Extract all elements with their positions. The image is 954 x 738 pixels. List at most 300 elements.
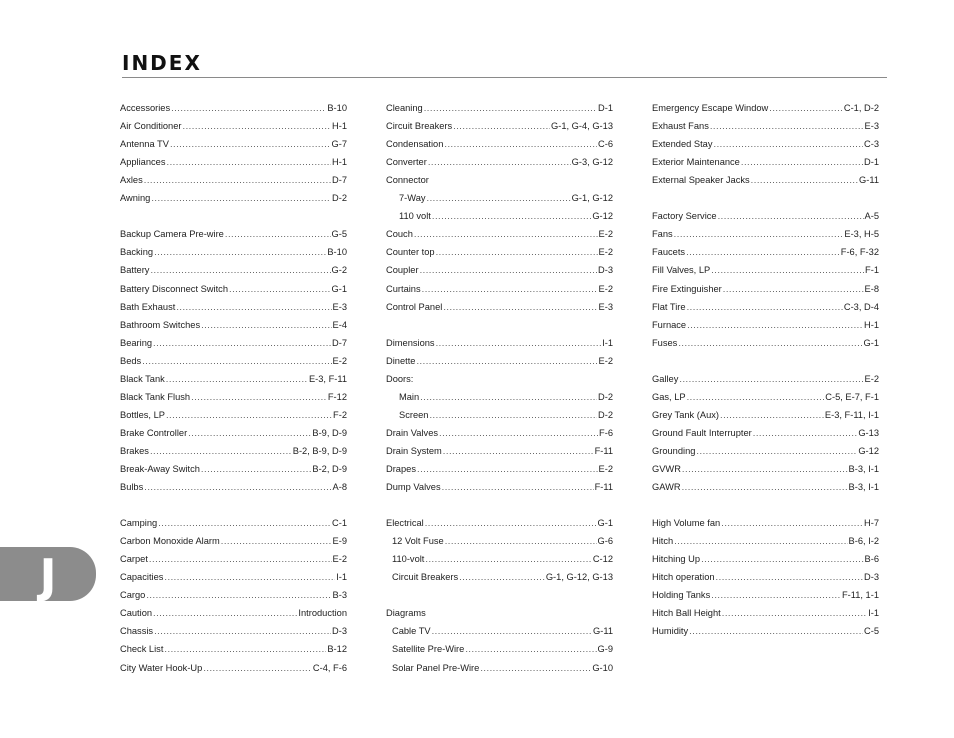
dot-leader (443, 445, 594, 457)
index-entry (386, 258, 613, 276)
index-entry (652, 529, 879, 547)
index-entry (652, 439, 879, 457)
index-entry (386, 637, 613, 655)
dot-leader (689, 625, 863, 637)
index-entry (652, 583, 879, 601)
dot-leader (436, 246, 598, 258)
index-entry-label: Holding Tanks (652, 590, 711, 601)
dot-leader (149, 553, 332, 565)
index-entry-label: Beds (120, 355, 142, 366)
dot-leader (711, 589, 841, 601)
index-entry (120, 96, 347, 114)
dot-leader (144, 174, 331, 186)
dot-leader (751, 174, 858, 186)
index-entry (386, 439, 613, 457)
index-entry (386, 655, 613, 673)
index-entry (120, 313, 347, 331)
index-entry-label: Caution (120, 608, 153, 619)
dot-leader (166, 156, 331, 168)
index-entry-label: Coupler (386, 265, 419, 276)
dot-leader (710, 120, 864, 132)
index-entry-label: Black Tank (120, 373, 165, 384)
dot-leader (439, 427, 598, 439)
index-entry (120, 421, 347, 439)
dot-leader (769, 102, 843, 114)
index-entry (386, 96, 613, 114)
index-entry-page: C-1, D-2 (843, 103, 879, 114)
index-entry-page: D-7 (332, 337, 347, 348)
index-entry-page: F-11 (594, 445, 613, 456)
index-entry-label: Solar Panel Pre-Wire (392, 662, 480, 673)
dot-leader (425, 553, 591, 565)
dot-leader (201, 463, 311, 475)
index-entry-label: Screen (399, 409, 429, 420)
index-entry (120, 186, 347, 204)
index-entry-label: Dump Valves (386, 482, 441, 493)
dot-leader (442, 481, 594, 493)
dot-leader (166, 409, 332, 421)
index-entry-label: Hitching Up (652, 554, 701, 565)
index-entry-page: G-2 (331, 265, 347, 276)
index-entry-page: G-10 (592, 662, 613, 673)
index-entry-label: Black Tank Flush (120, 391, 191, 402)
dot-leader (436, 337, 602, 349)
index-entry-page: H-7 (864, 518, 879, 529)
index-entry (652, 475, 879, 493)
index-entry (652, 619, 879, 637)
index-entry-label: Exhaust Fans (652, 121, 709, 132)
dot-leader (687, 391, 825, 403)
index-entry-label: Converter (386, 157, 427, 168)
index-entry-page: C-5 (864, 626, 879, 637)
dot-leader (176, 301, 331, 313)
index-entry-page: G-1 (863, 337, 879, 348)
index-entry-label: Galley (652, 373, 679, 384)
index-entry (120, 258, 347, 276)
index-entry (120, 349, 347, 367)
dot-leader (146, 589, 331, 601)
index-entry-page: B-6 (864, 554, 879, 565)
index-entry-page: D-1 (864, 157, 879, 168)
index-entry (120, 222, 347, 240)
index-column-1 (120, 96, 347, 674)
index-entry (386, 222, 613, 240)
dot-leader (144, 481, 331, 493)
index-entry (386, 349, 613, 367)
index-entry-label: Carbon Monoxide Alarm (120, 536, 220, 547)
dot-leader (428, 156, 571, 168)
dot-leader (153, 607, 297, 619)
dot-leader (425, 517, 597, 529)
index-entry (120, 168, 347, 186)
index-entry-label: External Speaker Jacks (652, 175, 750, 186)
index-entry (120, 331, 347, 349)
index-entry-page: F-12 (327, 391, 347, 402)
index-spacer (120, 204, 347, 222)
index-entry (652, 204, 879, 222)
dot-leader (701, 553, 863, 565)
dot-leader (427, 192, 571, 204)
index-entry-page: A-8 (332, 482, 347, 493)
index-entry-label: Battery Disconnect Switch (120, 283, 228, 294)
index-entry-label: Break-Away Switch (120, 463, 200, 474)
index-entry-label: Hitch operation (652, 572, 715, 583)
index-entry-label: Hitch (652, 536, 674, 547)
index-entry-label: Grounding (652, 445, 696, 456)
index-entry-page: D-7 (332, 175, 347, 186)
dot-leader (164, 571, 335, 583)
index-entry (386, 240, 613, 258)
index-entry (652, 222, 879, 240)
index-entry (386, 295, 613, 313)
index-entry-page: E-2 (598, 247, 613, 258)
index-entry-page: B-3 (332, 590, 347, 601)
index-entry-label: Backup Camera Pre-wire (120, 229, 224, 240)
dot-leader (170, 138, 331, 150)
index-entry-label: Drain System (386, 445, 442, 456)
index-entry-label: City Water Hook-Up (120, 662, 203, 673)
dot-leader (151, 192, 331, 204)
dot-leader (711, 264, 864, 276)
index-entry-page: E-3 (332, 301, 347, 312)
index-entry-page: E-3 (598, 301, 613, 312)
index-entry (652, 96, 879, 114)
index-entry-label: Factory Service (652, 211, 717, 222)
index-entry (386, 276, 613, 294)
index-entry-page: E-3, F-11 (308, 373, 347, 384)
dot-leader (416, 355, 597, 367)
index-entry-label: Capacities (120, 572, 164, 583)
index-entry-label: Brakes (120, 445, 149, 456)
index-entry-label: Circuit Breakers (386, 121, 453, 132)
dot-leader (674, 228, 844, 240)
index-entry-page: G-11 (593, 626, 613, 637)
index-entry (652, 150, 879, 168)
index-entry (386, 132, 613, 150)
index-entry-page: I-1 (602, 337, 613, 348)
dot-leader (154, 246, 326, 258)
dot-leader (713, 138, 863, 150)
index-spacer (652, 493, 879, 511)
dot-leader (422, 283, 598, 295)
index-entry (386, 385, 613, 403)
index-entry (120, 529, 347, 547)
index-entry (386, 601, 613, 619)
index-entry-page: D-3 (864, 572, 879, 583)
index-entry-label: Accessories (120, 103, 171, 114)
index-entry-page: Introduction (298, 608, 347, 619)
dot-leader (723, 283, 864, 295)
index-entry (120, 475, 347, 493)
index-entry-page: C-3 (864, 139, 879, 150)
index-entry (652, 313, 879, 331)
index-entry-label: Axles (120, 175, 143, 186)
index-column-3 (652, 96, 879, 637)
dot-leader (414, 228, 598, 240)
index-spacer (652, 349, 879, 367)
index-entry (386, 547, 613, 565)
index-entry-label: Emergency Escape Window (652, 103, 769, 114)
dot-leader (443, 301, 597, 313)
index-entry (120, 276, 347, 294)
index-entry-label: Bathroom Switches (120, 319, 201, 330)
index-entry (386, 114, 613, 132)
index-entry (386, 403, 613, 421)
index-entry-page: E-3 (864, 121, 879, 132)
index-entry (386, 204, 613, 222)
index-entry-page: E-3, H-5 (844, 229, 879, 240)
index-entry-label: Fuses (652, 337, 678, 348)
index-spacer (652, 186, 879, 204)
index-entry-label: Bulbs (120, 482, 144, 493)
index-entry-page: H-1 (332, 157, 347, 168)
index-entry-page: F-1 (865, 265, 879, 276)
index-entry-page: E-9 (332, 536, 347, 547)
dot-leader (229, 283, 331, 295)
index-entry-page: C-1 (332, 518, 347, 529)
index-entry (652, 565, 879, 583)
index-entry-page: G-12 (592, 211, 613, 222)
index-entry-page: B-10 (327, 247, 347, 258)
index-entry-label: Air Conditioner (120, 121, 182, 132)
index-entry-label: Diagrams (386, 608, 426, 619)
dot-leader (154, 625, 331, 637)
index-entry-page: C-4, F-6 (312, 662, 347, 673)
dot-leader (687, 319, 863, 331)
index-spacer (386, 583, 613, 601)
dot-leader (166, 373, 308, 385)
index-entry (652, 240, 879, 258)
index-entry-label: Cleaning (386, 103, 423, 114)
index-entry (120, 403, 347, 421)
index-entry-label: Bearing (120, 337, 153, 348)
dot-leader (453, 120, 550, 132)
index-entry-label: Main (399, 391, 420, 402)
index-entry-page: E-4 (332, 319, 347, 330)
index-entry (120, 114, 347, 132)
index-entry-page: E-2 (598, 463, 613, 474)
index-entry-label: Extended Stay (652, 139, 713, 150)
index-entry (386, 475, 613, 493)
index-entry (652, 385, 879, 403)
index-entry-label: Dinette (386, 355, 416, 366)
dot-leader (696, 445, 857, 457)
index-entry-label: Exterior Maintenance (652, 157, 740, 168)
index-entry (652, 114, 879, 132)
dot-leader (153, 337, 331, 349)
dot-leader (432, 625, 592, 637)
index-entry-label: Drain Valves (386, 427, 439, 438)
index-entry (386, 529, 613, 547)
index-entry-label: Check List (120, 644, 164, 655)
index-spacer (386, 313, 613, 331)
index-entry-label: Humidity (652, 626, 689, 637)
index-entry-page: D-2 (332, 193, 347, 204)
index-entry-page: G-7 (331, 139, 347, 150)
dot-leader (417, 463, 598, 475)
index-entry (652, 168, 879, 186)
dot-leader (480, 662, 591, 674)
index-entry-page: G-1 (331, 283, 347, 294)
index-entry-label: GAWR (652, 482, 681, 493)
index-entry-page: A-5 (864, 211, 879, 222)
index-entry-label: Satellite Pre-Wire (392, 644, 465, 655)
index-entry (120, 583, 347, 601)
index-entry-label: Circuit Breakers (392, 572, 459, 583)
index-entry (386, 619, 613, 637)
index-entry-page: E-2 (598, 355, 613, 366)
dot-leader (221, 535, 332, 547)
index-entry (120, 547, 347, 565)
index-entry-page: G-1, G-4, G-13 (551, 121, 613, 132)
index-entry-label: Awning (120, 193, 151, 204)
index-entry-label: 12 Volt Fuse (392, 536, 444, 547)
index-entry (120, 511, 347, 529)
index-entry-page: G-13 (858, 427, 879, 438)
index-spacer (120, 493, 347, 511)
index-entry-label: Control Panel (386, 301, 443, 312)
index-entry-label: Drapes (386, 463, 416, 474)
index-entry (386, 511, 613, 529)
dot-leader (201, 319, 331, 331)
index-entry-label: Curtains (386, 283, 421, 294)
index-entry-label: Backing (120, 247, 154, 258)
index-entry-label: Faucets (652, 247, 686, 258)
dot-leader (203, 662, 312, 674)
dot-leader (674, 535, 847, 547)
index-entry-label: Bottles, LP (120, 409, 165, 420)
index-entry-page: E-8 (864, 283, 879, 294)
index-entry-label: Carpet (120, 554, 148, 565)
index-entry-label: Couch (386, 229, 413, 240)
index-entry (120, 457, 347, 475)
index-entry-page: G-11 (859, 175, 879, 186)
index-entry-page: G-1, G-12, G-13 (545, 572, 613, 583)
index-entry-label: Camping (120, 518, 158, 529)
index-entry-page: C-3, D-4 (843, 301, 879, 312)
dot-leader (171, 102, 326, 114)
index-entry-page: H-1 (332, 121, 347, 132)
index-entry-page: B-3, I-1 (848, 463, 879, 474)
index-entry (652, 331, 879, 349)
index-entry (386, 367, 613, 385)
index-entry (120, 150, 347, 168)
index-entry-label: 7-Way (399, 193, 426, 204)
index-entry-page: E-2 (598, 283, 613, 294)
dot-leader (420, 264, 597, 276)
index-entry-label: Cable TV (392, 626, 431, 637)
index-entry (386, 168, 613, 186)
index-entry-label: Counter top (386, 247, 435, 258)
dot-leader (445, 535, 597, 547)
dot-leader (465, 643, 596, 655)
index-entry (652, 457, 879, 475)
index-entry (386, 565, 613, 583)
index-entry-label: Flat Tire (652, 301, 686, 312)
index-entry (652, 601, 879, 619)
dot-leader (191, 391, 327, 403)
dot-leader (722, 607, 867, 619)
index-entry-page: D-2 (598, 409, 613, 420)
index-entry (120, 565, 347, 583)
dot-leader (686, 246, 840, 258)
index-spacer (386, 493, 613, 511)
index-entry-page: B-2, D-9 (312, 463, 347, 474)
index-entry-page: F-2 (333, 409, 347, 420)
index-entry (652, 276, 879, 294)
dot-leader (721, 517, 863, 529)
index-entry-label: Fans (652, 229, 673, 240)
index-entry-page: H-1 (864, 319, 879, 330)
index-entry-label: Grey Tank (Aux) (652, 409, 719, 420)
index-entry (120, 132, 347, 150)
dot-leader (142, 355, 331, 367)
index-entry-label: Ground Fault Interrupter (652, 427, 752, 438)
index-entry-page: C-5, E-7, F-1 (825, 391, 879, 402)
index-entry (652, 295, 879, 313)
page-title: INDEX (122, 51, 202, 75)
index-entry-label: Furnace (652, 319, 687, 330)
dot-leader (164, 643, 326, 655)
index-entry-page: B-6, I-2 (848, 536, 879, 547)
dot-leader (716, 571, 863, 583)
index-entry (386, 457, 613, 475)
index-entry-label: Cargo (120, 590, 146, 601)
index-entry-page: C-12 (592, 554, 613, 565)
index-entry-page: D-3 (332, 626, 347, 637)
dot-leader (753, 427, 858, 439)
dot-leader (682, 463, 848, 475)
dot-leader (424, 102, 597, 114)
dot-leader (150, 264, 330, 276)
index-entry-label: High Volume fan (652, 518, 721, 529)
dot-leader (225, 228, 331, 240)
index-entry-label: Fire Extinguisher (652, 283, 722, 294)
index-entry-page: C-6 (598, 139, 613, 150)
index-entry (120, 439, 347, 457)
index-entry-page: I-1 (336, 572, 347, 583)
index-entry-label: Brake Controller (120, 427, 188, 438)
title-divider (122, 77, 887, 78)
dot-leader (150, 445, 292, 457)
index-entry (120, 601, 347, 619)
index-entry-page: D-1 (598, 103, 613, 114)
index-entry-label: Connector (386, 175, 429, 186)
index-entry (386, 331, 613, 349)
dot-leader (679, 373, 863, 385)
index-entry-page: G-9 (597, 644, 613, 655)
index-entry-page: G-1 (597, 518, 613, 529)
index-entry-label: Bath Exhaust (120, 301, 176, 312)
dot-leader (429, 409, 597, 421)
index-entry-page: E-2 (598, 229, 613, 240)
index-entry-page: F-11, 1-1 (841, 590, 879, 601)
dot-leader (682, 481, 848, 493)
index-entry-label: Hitch Ball Height (652, 608, 721, 619)
index-entry-label: Condensation (386, 139, 444, 150)
dot-leader (678, 337, 862, 349)
index-entry-page: G-12 (858, 445, 879, 456)
dot-leader (444, 138, 597, 150)
index-entry-page: I-1 (868, 608, 879, 619)
index-entry-page: E-2 (332, 355, 347, 366)
index-entry-page: B-9, D-9 (312, 427, 347, 438)
index-entry-page: G-6 (597, 536, 613, 547)
index-entry-label: 110-volt (392, 554, 425, 565)
index-entry (652, 367, 879, 385)
index-entry-label: Chassis (120, 626, 154, 637)
index-entry (120, 637, 347, 655)
